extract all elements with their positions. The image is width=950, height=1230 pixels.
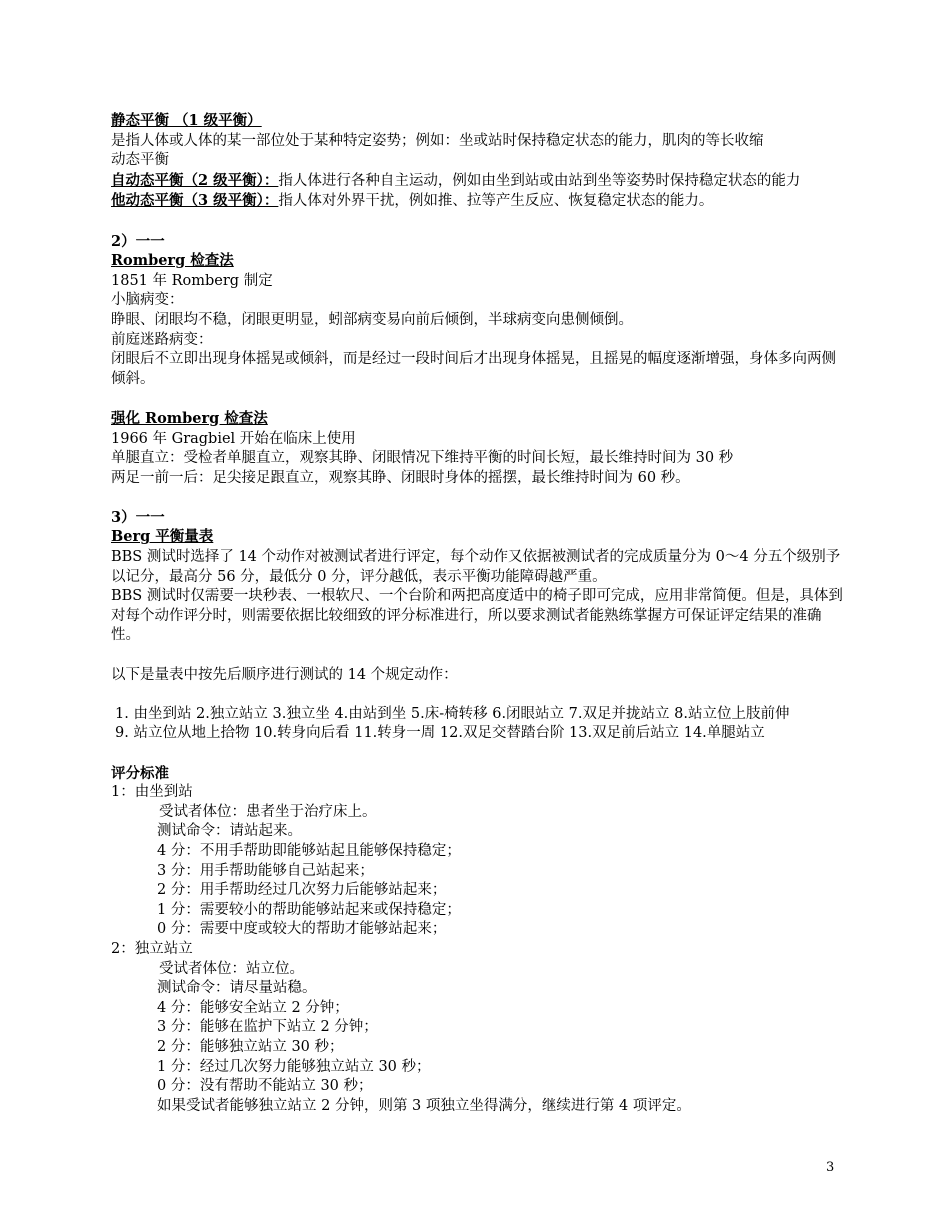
criteria-score: 3 分：能够在监护下站立 2 分钟； xyxy=(157,1019,378,1036)
section-3-heading: 3）一一 xyxy=(111,508,165,526)
strong-romberg-line: 1966 年 Gragbiel 开始在临床上使用 xyxy=(111,430,356,447)
berg-actions-line: 1. 由坐到站 2.独立站立 3.独立坐 4.由站到坐 5.床-椅转移 6.闭眼站立 7.双足并拢站立 8.站立位上肢前伸 xyxy=(115,705,790,722)
criteria-position: 受试者体位：患者坐于治疗床上。 xyxy=(159,803,377,820)
berg-para-2: BBS 测试时仅需要一块秒表、一根软尺、一个台阶和两把高度适中的椅子即可完成，应用非常简便。但是，具体到对每个动作评分时，则需要依据比较细致的评分标准进行，所以要求测试者能熟练掌握方可保证评定结果的准确性。 xyxy=(111,588,843,644)
romberg-para: 闭眼后不立即出现身体摇晃或倾斜，而是经过一段时间后才出现身体摇晃，且摇晃的幅度逐渐增强，身体多向两侧倾斜。 xyxy=(111,351,836,387)
romberg-title: Romberg 检查法 xyxy=(111,252,234,270)
strong-romberg-line: 两足一前一后：足尖接足跟直立，观察其睁、闭眼时身体的摇摆，最长维持时间为 60 秒。 xyxy=(111,469,690,486)
romberg-line: 睁眼、闭眼均不稳，闭眼更明显，蚓部病变易向前后倾倒，半球病变向患侧倾倒。 xyxy=(111,311,633,328)
berg-para-1: BBS 测试时选择了 14 个动作对被测试者进行评定，每个动作又依据被测试者的完成质量分为 0～4 分五个级别予以记分，最高分 56 分，最低分 0 分，评分越低，表示平衡功能障碍越严重。 xyxy=(111,549,841,585)
criteria-score: 2 分：能够独立站立 30 秒； xyxy=(157,1038,344,1055)
criteria-score: 4 分：能够安全站立 2 分钟； xyxy=(157,999,349,1016)
document-body xyxy=(111,111,846,1116)
criteria-score: 2 分：用手帮助经过几次努力后能够站起来； xyxy=(157,882,447,899)
static-balance-desc: 是指人体或人体的某一部位处于某种特定姿势；例如：坐或站时保持稳定状态的能力，肌肉的等长收缩 xyxy=(111,132,764,149)
criteria-score: 3 分：用手帮助能够自己站起来； xyxy=(157,862,374,879)
criteria-score: 1 分：经过几次努力能够独立站立 30 秒； xyxy=(157,1058,431,1075)
romberg-line: 1851 年 Romberg 制定 xyxy=(111,272,273,289)
page-number: 3 xyxy=(826,1160,835,1175)
criteria-score: 4 分：不用手帮助即能够站起且能够保持稳定； xyxy=(157,842,461,859)
criteria-score: 0 分：没有帮助不能站立 30 秒； xyxy=(157,1078,373,1095)
criteria-note: 如果受试者能够独立站立 2 分钟，则第 3 项独立坐得满分，继续进行第 4 项评定。 xyxy=(157,1097,691,1114)
other-dynamic-balance: 他动态平衡（3 级平衡）：指人体对外界干扰，例如推、拉等产生反应、恢复稳定状态的能力。 xyxy=(111,192,714,210)
berg-actions-line: 9. 站立位从地上拾物 10.转身向后看 11.转身一周 12.双足交替踏台阶 13.双足前后站立 14.单腿站立 xyxy=(115,725,765,742)
criteria-score: 1 分：需要较小的帮助能够站起来或保持稳定； xyxy=(157,901,461,918)
strong-romberg-line: 单腿直立：受检者单腿直立，观察其睁、闭眼情况下维持平衡的时间长短，最长维持时间为 30 秒 xyxy=(111,450,734,467)
berg-intro: 以下是量表中按先后顺序进行测试的 14 个规定动作： xyxy=(111,666,458,683)
strong-romberg-title: 强化 Romberg 检查法 xyxy=(111,409,268,427)
criteria-item-label: 1：由坐到站 xyxy=(111,784,193,801)
berg-title: Berg 平衡量表 xyxy=(111,528,214,546)
criteria-command: 测试命令：请站起来。 xyxy=(157,823,302,840)
criteria-item-label: 2：独立站立 xyxy=(111,940,193,957)
static-balance-title: 静态平衡 （1 级平衡） xyxy=(111,112,262,129)
criteria-command: 测试命令：请尽量站稳。 xyxy=(157,980,317,997)
romberg-line: 前庭迷路病变： xyxy=(111,331,213,348)
criteria-position: 受试者体位：站立位。 xyxy=(159,960,304,977)
auto-dynamic-balance: 自动态平衡（2 级平衡）：指人体进行各种自主运动，例如由坐到站或由站到坐等姿势时保持稳定状态的能力 xyxy=(111,171,801,189)
section-2-heading: 2）一一 xyxy=(111,232,165,250)
dynamic-balance-title: 动态平衡 xyxy=(111,152,169,169)
criteria-title: 评分标准 xyxy=(111,764,169,782)
romberg-line: 小脑病变： xyxy=(111,292,184,309)
criteria-score: 0 分：需要中度或较大的帮助才能够站起来； xyxy=(157,921,447,938)
